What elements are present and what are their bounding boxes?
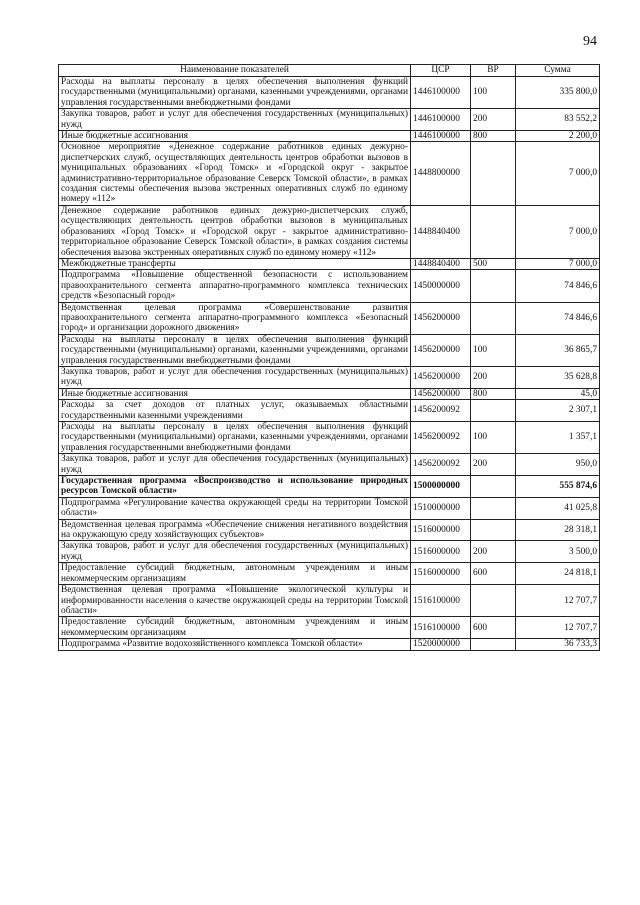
row-vr-cell	[471, 270, 516, 302]
row-name-cell: Расходы за счет доходов от платных услуг, оказываемых областными государственными казенными учреждениями	[59, 400, 411, 422]
table-row	[59, 302, 600, 334]
row-name-cell: Ведомственная целевая программа «Совершенствование развития правоохранительного сегмента аппаратно-программного комплекса «Безопасный город» и организации дорожного движения»	[59, 302, 411, 334]
row-vr-cell: 100	[471, 334, 516, 366]
row-csr-cell: 1456200092	[411, 400, 471, 422]
page-number: 94	[583, 34, 597, 49]
row-csr-cell: 1456200000	[411, 388, 471, 399]
row-name-cell: Предоставление субсидий бюджетным, автономным учреждениям и иным некоммерческим организациям	[59, 617, 411, 639]
table-header-row	[59, 65, 600, 77]
row-csr-cell: 1456200000	[411, 302, 471, 334]
table-row	[59, 497, 600, 519]
table-row	[59, 400, 600, 422]
row-csr-cell: 1520000000	[411, 639, 471, 650]
table-row	[59, 205, 600, 258]
row-name-cell: Закупка товаров, работ и услуг для обеспечения государственных (муниципальных) нужд	[59, 541, 411, 563]
row-vr-cell	[471, 142, 516, 205]
row-vr-cell: 600	[471, 563, 516, 585]
row-csr-cell: 1448840400	[411, 205, 471, 258]
row-vr-cell: 200	[471, 109, 516, 131]
row-sum-cell: 45,0	[516, 388, 600, 399]
row-vr-cell: 200	[471, 366, 516, 388]
row-sum-cell: 2 307,1	[516, 400, 600, 422]
row-sum-cell: 28 318,1	[516, 519, 600, 541]
table-row	[59, 541, 600, 563]
row-name-cell: Подпрограмма «Регулирование качества окружающей среды на территории Томской области»	[59, 497, 411, 519]
table-row	[59, 639, 600, 650]
row-sum-cell: 2 200,0	[516, 131, 600, 142]
row-csr-cell: 1446100000	[411, 109, 471, 131]
row-vr-cell: 800	[471, 388, 516, 399]
row-name-cell: Расходы на выплаты персоналу в целях обеспечения выполнения функций государственными (муниципальными) органами, казенными учреждениями, органами управления государственными внебюджетными фондами	[59, 422, 411, 454]
row-csr-cell: 1450000000	[411, 270, 471, 302]
row-vr-cell: 100	[471, 422, 516, 454]
row-name-cell: Основное мероприятие «Денежное содержание работников единых дежурно-диспетчерских служб, осуществляющих деятельность центров обработки вызовов в муниципальных образованиях «Город Томск» и «Городской округ - закрытое административно-территориальное образование Северск Томской области», в рамках создания системы обеспечения вызова экстренных оперативных служб по единому номеру «112»	[59, 142, 411, 205]
row-name-cell: Закупка товаров, работ и услуг для обеспечения государственных (муниципальных) нужд	[59, 366, 411, 388]
row-sum-cell: 24 818,1	[516, 563, 600, 585]
row-sum-cell: 3 500,0	[516, 541, 600, 563]
row-name-cell: Иные бюджетные ассигнования	[59, 388, 411, 399]
table-row	[59, 77, 600, 109]
row-name-cell: Предоставление субсидий бюджетным, автономным учреждениям и иным некоммерческим организациям	[59, 563, 411, 585]
row-sum-cell: 7 000,0	[516, 258, 600, 269]
row-vr-cell: 100	[471, 77, 516, 109]
header-name: Наименование показателей	[59, 65, 411, 77]
row-name-cell: Межбюджетные трансферты	[59, 258, 411, 269]
table-row	[59, 270, 600, 302]
table-row	[59, 454, 600, 476]
row-vr-cell	[471, 639, 516, 650]
row-vr-cell: 500	[471, 258, 516, 269]
row-name-cell: Расходы на выплаты персоналу в целях обеспечения выполнения функций государственными (муниципальными) органами, казенными учреждениями, органами управления государственными внебюджетными фондами	[59, 334, 411, 366]
row-sum-cell: 74 846,6	[516, 270, 600, 302]
row-name-cell: Государственная программа «Воспроизводство и использование природных ресурсов Томской области»	[59, 476, 411, 498]
table-row	[59, 334, 600, 366]
row-sum-cell: 950,0	[516, 454, 600, 476]
row-csr-cell: 1516000000	[411, 563, 471, 585]
row-vr-cell	[471, 585, 516, 617]
row-name-cell: Ведомственная целевая программа «Обеспечение снижения негативного воздействия на окружающую среду хозяйствующих субъектов»	[59, 519, 411, 541]
row-sum-cell: 74 846,6	[516, 302, 600, 334]
row-name-cell: Подпрограмма «Развитие водохозяйственного комплекса Томской области»	[59, 639, 411, 650]
row-csr-cell: 1516000000	[411, 519, 471, 541]
table-row	[59, 422, 600, 454]
row-name-cell: Ведомственная целевая программа «Повышение экологической культуры и информированности населения о качестве окружающей среды на территории Томской области»	[59, 585, 411, 617]
row-sum-cell: 36 865,7	[516, 334, 600, 366]
table-row	[59, 476, 600, 498]
table-row	[59, 131, 600, 142]
row-sum-cell: 7 000,0	[516, 142, 600, 205]
row-csr-cell: 1516100000	[411, 617, 471, 639]
table-row	[59, 142, 600, 205]
row-vr-cell: 600	[471, 617, 516, 639]
row-vr-cell	[471, 519, 516, 541]
header-sum: Сумма	[516, 65, 600, 77]
row-vr-cell	[471, 476, 516, 498]
row-csr-cell: 1448840400	[411, 258, 471, 269]
row-csr-cell: 1456200000	[411, 366, 471, 388]
row-vr-cell: 800	[471, 131, 516, 142]
budget-table	[58, 64, 600, 651]
row-csr-cell: 1446100000	[411, 77, 471, 109]
table-row	[59, 519, 600, 541]
row-name-cell: Денежное содержание работников единых дежурно-диспетчерских служб, осуществляющих деятельность центров обработки вызовов в муниципальных образованиях «Город Томск» и «Городской округ - закрытое административно-территориальное образование Северск Томской области», в рамках создания системы обеспечения вызова экстренных оперативных служб по единому номеру «112»	[59, 205, 411, 258]
row-vr-cell	[471, 400, 516, 422]
table-row	[59, 366, 600, 388]
row-vr-cell	[471, 302, 516, 334]
row-csr-cell: 1456200092	[411, 422, 471, 454]
row-csr-cell: 1456200092	[411, 454, 471, 476]
row-sum-cell: 12 707,7	[516, 617, 600, 639]
row-name-cell: Подпрограмма «Повышение общественной безопасности с использованием правоохранительного сегмента аппаратно-программного комплекса технических средств «Безопасный город»	[59, 270, 411, 302]
row-sum-cell: 41 025,8	[516, 497, 600, 519]
table-row	[59, 109, 600, 131]
row-name-cell: Расходы на выплаты персоналу в целях обеспечения выполнения функций государственными (муниципальными) органами, казенными учреждениями, органами управления государственными внебюджетными фондами	[59, 77, 411, 109]
table-row	[59, 585, 600, 617]
row-sum-cell: 555 874,6	[516, 476, 600, 498]
row-sum-cell: 35 628,8	[516, 366, 600, 388]
row-csr-cell: 1456200000	[411, 334, 471, 366]
row-name-cell: Закупка товаров, работ и услуг для обеспечения государственных (муниципальных) нужд	[59, 454, 411, 476]
row-csr-cell: 1446100000	[411, 131, 471, 142]
table-body	[59, 77, 600, 651]
row-vr-cell	[471, 205, 516, 258]
row-vr-cell: 200	[471, 541, 516, 563]
row-name-cell: Иные бюджетные ассигнования	[59, 131, 411, 142]
row-vr-cell	[471, 497, 516, 519]
row-csr-cell: 1500000000	[411, 476, 471, 498]
table-row	[59, 388, 600, 399]
header-csr: ЦСР	[411, 65, 471, 77]
row-csr-cell: 1510000000	[411, 497, 471, 519]
row-name-cell: Закупка товаров, работ и услуг для обеспечения государственных (муниципальных) нужд	[59, 109, 411, 131]
row-csr-cell: 1516100000	[411, 585, 471, 617]
row-sum-cell: 12 707,7	[516, 585, 600, 617]
table-row	[59, 617, 600, 639]
row-sum-cell: 7 000,0	[516, 205, 600, 258]
row-csr-cell: 1448800000	[411, 142, 471, 205]
header-vr: ВР	[471, 65, 516, 77]
table-row	[59, 258, 600, 269]
table-row	[59, 563, 600, 585]
row-sum-cell: 335 800,0	[516, 77, 600, 109]
row-sum-cell: 1 357,1	[516, 422, 600, 454]
row-sum-cell: 36 733,3	[516, 639, 600, 650]
row-sum-cell: 83 552,2	[516, 109, 600, 131]
row-vr-cell: 200	[471, 454, 516, 476]
row-csr-cell: 1516000000	[411, 541, 471, 563]
